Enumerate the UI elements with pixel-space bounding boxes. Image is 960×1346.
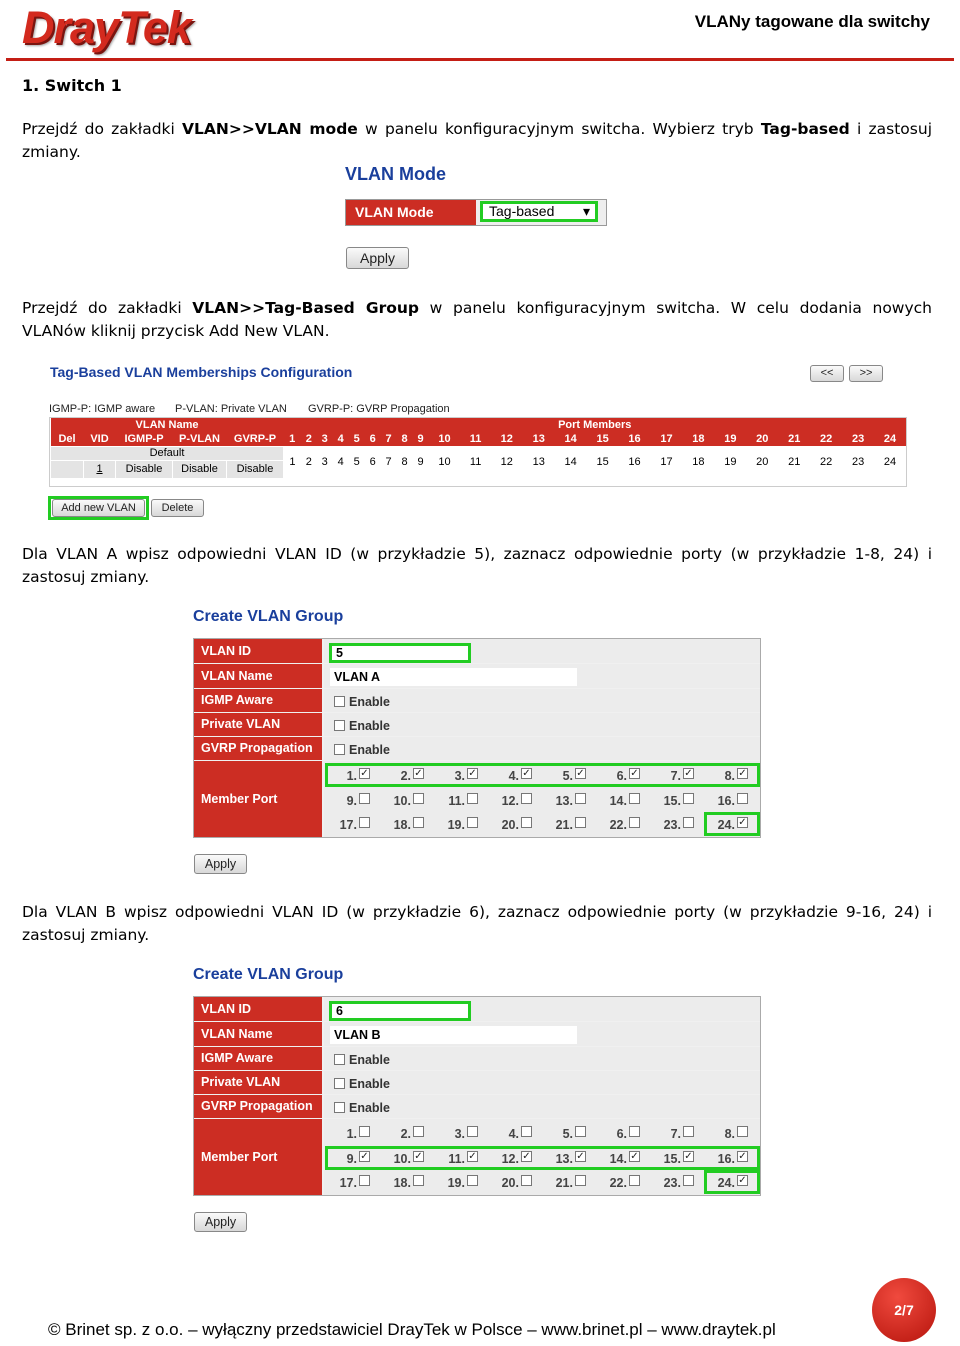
- port-checkbox-15[interactable]: ✓: [684, 1151, 693, 1162]
- igmp-enable-label: Enable: [349, 695, 390, 709]
- create-vlan-group-a-title: Create VLAN Group: [193, 608, 344, 625]
- port-label-1: 1.: [346, 1127, 357, 1141]
- gvrp-checkbox[interactable]: [334, 744, 345, 755]
- group_a-label-2: IGMP Aware: [194, 689, 322, 712]
- port-header-7: 7: [385, 433, 392, 445]
- port-checkbox-10[interactable]: ✓: [414, 1151, 423, 1162]
- col-del: Del: [58, 432, 76, 445]
- add-new-vlan-button[interactable]: Add new VLAN: [52, 499, 145, 517]
- port-label-10: 10.: [393, 794, 411, 808]
- port-label-8: 8.: [724, 1127, 735, 1141]
- port-header-9: 9: [417, 433, 424, 445]
- port-checkbox-1[interactable]: ✓: [360, 768, 369, 779]
- port-header-16: 16: [628, 433, 641, 445]
- vlan-mode-table: [345, 199, 607, 226]
- port-label-24: 24.: [717, 818, 735, 832]
- port-header-11: 11: [469, 433, 482, 445]
- tag-based-title: Tag-Based VLAN Memberships Configuration: [50, 364, 353, 380]
- tag-based-table: [49, 417, 907, 487]
- vlan-name-header: VLAN Name: [135, 419, 199, 431]
- port-label-16: 16.: [717, 794, 735, 808]
- port-label-6: 6.: [616, 1127, 627, 1141]
- private-enable-label: Enable: [349, 719, 390, 733]
- igmp-cell: Disable: [116, 460, 173, 478]
- port-header-2: 2: [305, 433, 312, 445]
- port-highlight-1: [704, 1170, 760, 1194]
- port-label-14: 14.: [609, 794, 627, 808]
- group_a-label-5: Member Port: [194, 761, 322, 837]
- document-title: VLANy tagowane dla switchy: [694, 12, 930, 31]
- private-checkbox[interactable]: [334, 720, 345, 731]
- port-checkbox-8[interactable]: ✓: [738, 768, 747, 779]
- port-label-4: 4.: [508, 769, 519, 783]
- legend-igmp: IGMP-P: IGMP aware: [49, 403, 156, 415]
- port-member-6: 6: [365, 446, 381, 478]
- port-header-6: 6: [369, 433, 376, 445]
- port-checkbox-11[interactable]: ✓: [468, 1151, 477, 1162]
- port-label-5: 5.: [562, 1127, 573, 1141]
- igmp-checkbox[interactable]: [334, 1054, 345, 1065]
- port-checkbox-9[interactable]: ✓: [360, 1151, 369, 1162]
- port-member-24: 24: [874, 446, 906, 478]
- port-header-19: 19: [724, 433, 737, 445]
- port-checkbox-2[interactable]: ✓: [414, 768, 423, 779]
- port-label-17: 17.: [339, 818, 357, 832]
- port-member-17: 17: [650, 446, 682, 478]
- port-label-15: 15.: [663, 1152, 681, 1166]
- group_b-label-1: VLAN Name: [194, 1022, 322, 1046]
- port-label-4: 4.: [508, 1127, 519, 1141]
- port-header-20: 20: [756, 433, 769, 445]
- port-header-23: 23: [851, 433, 865, 445]
- port-member-8: 8: [397, 446, 413, 478]
- port-member-16: 16: [619, 446, 651, 478]
- port-checkbox-8[interactable]: [737, 1126, 748, 1137]
- port-label-18: 18.: [393, 818, 411, 832]
- col-gvrp: GVRP-P: [233, 432, 277, 445]
- port-label-24: 24.: [717, 1176, 735, 1190]
- port-label-13: 13.: [555, 794, 573, 808]
- port-header-15: 15: [596, 433, 609, 445]
- port-checkbox-24[interactable]: ✓: [738, 1175, 747, 1186]
- port-header-3: 3: [321, 433, 328, 445]
- port-label-19: 19.: [447, 818, 465, 832]
- port-member-23: 23: [842, 446, 874, 478]
- port-highlight-0: [325, 1146, 760, 1170]
- vlan-name-input[interactable]: VLAN A: [330, 668, 577, 686]
- port-header-13: 13: [532, 433, 545, 445]
- port-header-10: 10: [438, 433, 451, 445]
- group_a-label-1: VLAN Name: [194, 664, 322, 688]
- port-checkbox-16[interactable]: ✓: [738, 1151, 747, 1162]
- group_b-label-2: IGMP Aware: [194, 1047, 322, 1070]
- port-checkbox-5[interactable]: ✓: [576, 768, 585, 779]
- chevron-down-icon: ▾: [582, 203, 590, 219]
- port-member-3: 3: [317, 446, 333, 478]
- port-label-16: 16.: [717, 1152, 735, 1166]
- group-a-apply-button[interactable]: Apply: [194, 854, 247, 874]
- port-label-22: 22.: [609, 1176, 627, 1190]
- draytek-logo: DrayTek: [22, 2, 191, 53]
- port-checkbox-16[interactable]: [737, 793, 748, 804]
- port-header-21: 21: [788, 433, 801, 445]
- port-member-2: 2: [301, 446, 317, 478]
- vid-link[interactable]: 1: [84, 460, 116, 478]
- col-igmp: IGMP-P: [124, 432, 164, 445]
- port-label-12: 12.: [501, 794, 519, 808]
- port-member-9: 9: [413, 446, 429, 478]
- port-label-9: 9.: [346, 794, 357, 808]
- port-label-14: 14.: [609, 1152, 627, 1166]
- port-member-5: 5: [349, 446, 365, 478]
- port-member-18: 18: [682, 446, 714, 478]
- port-member-12: 12: [491, 446, 523, 478]
- port-label-23: 23.: [663, 818, 681, 832]
- paragraph-tag-based: Przejdź do zakładki VLAN>>Tag-Based Group w panelu konfiguracyjnym switcha. W celu dodania nowych VLANów kliknij przycisk Add New VLAN.: [22, 299, 932, 340]
- group_b-label-3: Private VLAN: [194, 1071, 322, 1094]
- section-title: 1. Switch 1: [22, 76, 122, 95]
- header-divider: [6, 58, 954, 61]
- port-label-23: 23.: [663, 1176, 681, 1190]
- port-label-20: 20.: [501, 818, 519, 832]
- prev-page-button[interactable]: <<: [810, 365, 844, 382]
- group_b-label-0: VLAN ID: [194, 997, 322, 1021]
- port-label-2: 2.: [400, 1127, 411, 1141]
- igmp-enable-label: Enable: [349, 1053, 390, 1067]
- vlan-mode-selected: Tag-based: [489, 203, 555, 219]
- port-label-15: 15.: [663, 794, 681, 808]
- create-vlan-group-b: [193, 996, 761, 1196]
- port-label-3: 3.: [454, 1127, 465, 1141]
- port-member-22: 22: [810, 446, 842, 478]
- port-label-5: 5.: [562, 769, 573, 783]
- port-label-1: 1.: [346, 769, 357, 783]
- pvlan-cell: Disable: [173, 460, 227, 478]
- group_a-label-0: VLAN ID: [194, 639, 322, 663]
- vlan-mode-label: VLAN Mode: [346, 200, 476, 225]
- port-label-10: 10.: [393, 1152, 411, 1166]
- delete-button[interactable]: Delete: [151, 499, 204, 517]
- create-vlan-group-a: [193, 638, 761, 838]
- port-member-7: 7: [381, 446, 397, 478]
- legend-gvrp: GVRP-P: GVRP Propagation: [308, 403, 450, 415]
- port-checkbox-12[interactable]: ✓: [522, 1151, 531, 1162]
- footer-text: © Brinet sp. z o.o. – wyłączny przedstawiciel DrayTek w Polsce – www.brinet.pl – www.draytek.pl: [48, 1320, 776, 1339]
- port-checkbox-3[interactable]: ✓: [468, 768, 477, 779]
- vlan-id-input[interactable]: 5: [329, 643, 471, 663]
- port-header-8: 8: [401, 433, 408, 445]
- port-checkbox-14[interactable]: ✓: [630, 1151, 639, 1162]
- gvrp-checkbox[interactable]: [334, 1102, 345, 1113]
- port-checkbox-4[interactable]: ✓: [522, 768, 531, 779]
- port-member-15: 15: [587, 446, 619, 478]
- group_b-label-4: GVRP Propagation: [194, 1095, 322, 1118]
- port-label-22: 22.: [609, 818, 627, 832]
- port-label-11: 11.: [448, 794, 465, 808]
- vlan-mode-select[interactable]: [480, 201, 598, 222]
- create-vlan-group-b-title: Create VLAN Group: [193, 966, 344, 983]
- port-member-21: 21: [778, 446, 810, 478]
- port-header-1: 1: [289, 433, 296, 445]
- legend-pvlan: P-VLAN: Private VLAN: [175, 403, 287, 415]
- port-label-8: 8.: [724, 769, 735, 783]
- port-member-4: 4: [333, 446, 349, 478]
- private-checkbox[interactable]: [334, 1078, 345, 1089]
- port-member-19: 19: [714, 446, 746, 478]
- port-checkbox-6[interactable]: ✓: [630, 768, 639, 779]
- port-header-17: 17: [660, 433, 673, 445]
- vlan-mode-apply-button[interactable]: Apply: [346, 247, 409, 269]
- group_b-label-5: Member Port: [194, 1119, 322, 1195]
- port-label-21: 21.: [555, 1176, 573, 1190]
- port-label-9: 9.: [346, 1152, 357, 1166]
- vlan-name-input[interactable]: VLAN B: [330, 1026, 577, 1044]
- port-header-24: 24: [883, 433, 897, 445]
- port-label-18: 18.: [393, 1176, 411, 1190]
- gvrp-cell: Disable: [227, 460, 284, 478]
- group-b-apply-button[interactable]: Apply: [194, 1212, 247, 1232]
- port-label-17: 17.: [339, 1176, 357, 1190]
- port-checkbox-7[interactable]: ✓: [684, 768, 693, 779]
- igmp-checkbox[interactable]: [334, 696, 345, 707]
- port-header-18: 18: [692, 433, 705, 445]
- col-vid: VID: [90, 432, 109, 445]
- port-label-6: 6.: [616, 769, 627, 783]
- next-page-button[interactable]: >>: [849, 365, 883, 382]
- vlan-name-cell: Default: [51, 446, 284, 460]
- port-label-13: 13.: [555, 1152, 573, 1166]
- vlan-mode-title: VLAN Mode: [345, 164, 446, 184]
- gvrp-enable-label: Enable: [349, 1101, 390, 1115]
- port-header-14: 14: [564, 433, 577, 445]
- port-member-11: 11: [460, 446, 490, 478]
- port-label-3: 3.: [454, 769, 465, 783]
- group_a-label-3: Private VLAN: [194, 713, 322, 736]
- private-enable-label: Enable: [349, 1077, 390, 1091]
- del-cell: [51, 460, 84, 478]
- port-members-header: Port Members: [558, 419, 632, 431]
- port-member-13: 13: [523, 446, 555, 478]
- paragraph-vlan-a: Dla VLAN A wpisz odpowiedni VLAN ID (w przykładzie 5), zaznacz odpowiednie porty (w przykładzie 1-8, 24) i zastosuj zmiany.: [22, 545, 932, 586]
- gvrp-enable-label: Enable: [349, 743, 390, 757]
- col-pvlan: P-VLAN: [179, 432, 220, 445]
- port-checkbox-13[interactable]: ✓: [576, 1151, 585, 1162]
- port-label-11: 11.: [448, 1152, 465, 1166]
- paragraph-vlan-mode: Przejdź do zakładki VLAN>>VLAN mode w panelu konfiguracyjnym switcha. Wybierz tryb Tag-based i zastosuj zmiany.: [22, 120, 933, 161]
- port-header-4: 4: [337, 433, 344, 445]
- port-header-22: 22: [820, 433, 833, 445]
- vlan-id-input[interactable]: 6: [329, 1001, 471, 1021]
- port-label-7: 7.: [670, 769, 681, 783]
- port-checkbox-24[interactable]: ✓: [738, 817, 747, 828]
- port-header-5: 5: [353, 433, 360, 445]
- page-number-badge: 2/7: [872, 1278, 936, 1342]
- paragraph-vlan-b: Dla VLAN B wpisz odpowiedni VLAN ID (w przykładzie 6), zaznacz odpowiednie porty (w przykładzie 9-16, 24) i zastosuj zmiany.: [22, 903, 932, 944]
- port-member-1: 1: [284, 446, 301, 478]
- port-label-20: 20.: [501, 1176, 519, 1190]
- port-header-12: 12: [500, 433, 513, 445]
- port-member-14: 14: [555, 446, 587, 478]
- port-label-2: 2.: [400, 769, 411, 783]
- port-label-21: 21.: [555, 818, 573, 832]
- port-member-20: 20: [746, 446, 778, 478]
- port-member-10: 10: [429, 446, 461, 478]
- group_a-label-4: GVRP Propagation: [194, 737, 322, 760]
- port-label-7: 7.: [670, 1127, 681, 1141]
- port-highlight-1: [704, 812, 760, 836]
- port-label-12: 12.: [501, 1152, 519, 1166]
- port-label-19: 19.: [447, 1176, 465, 1190]
- port-highlight-0: [325, 763, 760, 787]
